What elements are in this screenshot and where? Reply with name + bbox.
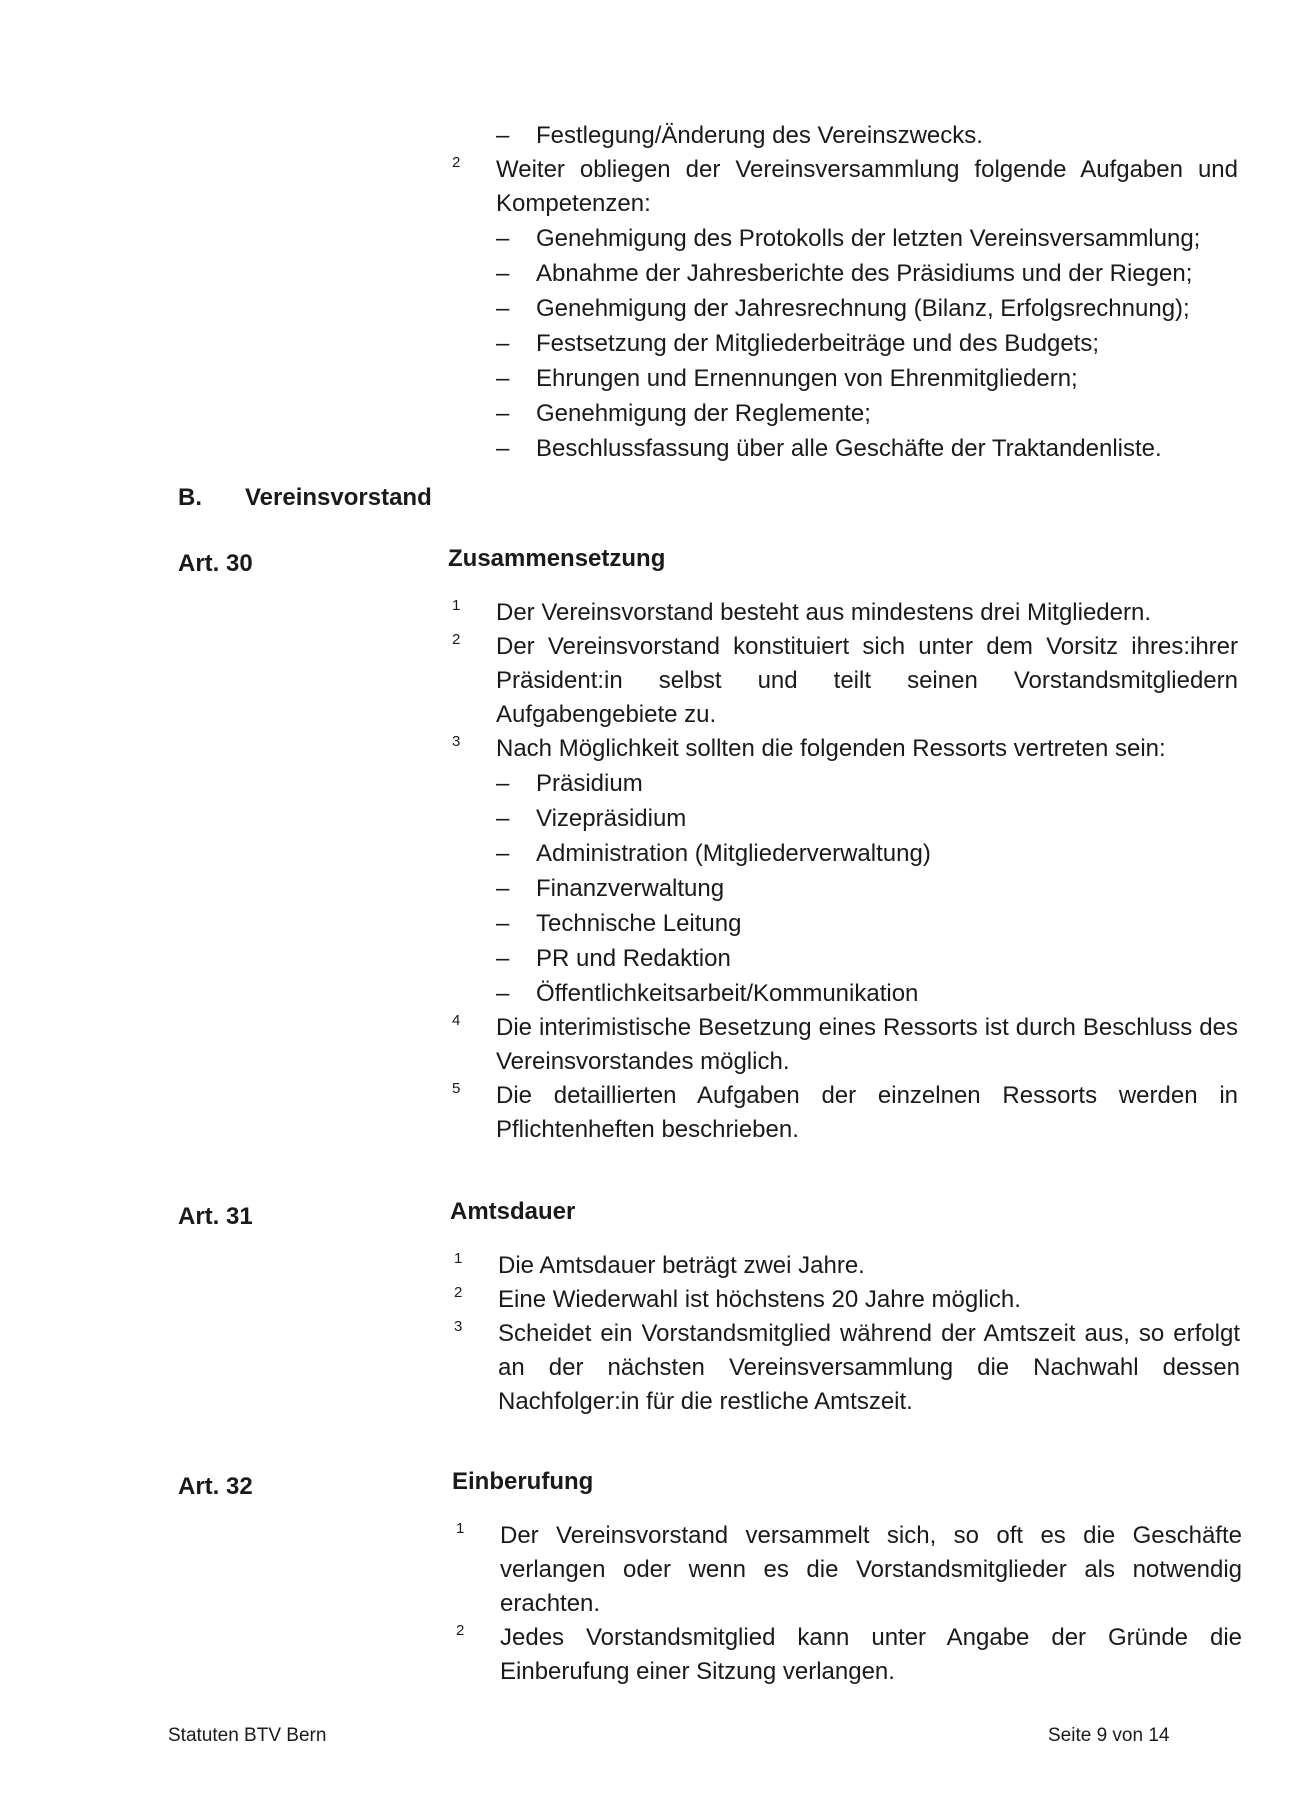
paragraph: 2 Eine Wiederwahl ist höchstens 20 Jahre möglich. xyxy=(454,1284,1021,1313)
paragraph: 4 Die interimistische Besetzung eines Ressorts ist durch Beschluss des Vereinsvorstandes möglich. xyxy=(452,1012,1238,1075)
article-label: Art. 32 xyxy=(178,1473,253,1500)
list-item: – Ehrungen und Ernennungen von Ehrenmitgliedern; xyxy=(496,365,1078,392)
bullet-list xyxy=(448,221,1238,466)
list-item: – Festsetzung der Mitgliederbeiträge und des Budgets; xyxy=(496,330,1100,357)
article-31 xyxy=(450,1197,1240,1419)
paragraph: 3 Nach Möglichkeit sollten die folgenden Ressorts vertreten sein: xyxy=(452,733,1166,762)
list-item: – Genehmigung der Jahresrechnung (Bilanz, Erfolgsrechnung); xyxy=(496,295,1190,322)
paragraph: 1 Die Amtsdauer beträgt zwei Jahre. xyxy=(454,1250,865,1279)
paragraph: 3 Scheidet ein Vorstandsmitglied während der Amtszeit aus, so erfolgt an der nächsten Vereinsversammlung die Nachwahl dessen Nachfolger:in für die restliche Amtszeit. xyxy=(454,1318,1240,1415)
dash: – xyxy=(496,122,510,149)
top-section xyxy=(448,118,1238,466)
article-title: Zusammensetzung xyxy=(448,545,666,572)
article-label: Art. 31 xyxy=(178,1203,253,1230)
list-item: – Administration (Mitgliederverwaltung) xyxy=(496,840,931,867)
paragraph: 5 Die detaillierten Aufgaben der einzelnen Ressorts werden in Pflichtenheften beschrieben. xyxy=(452,1080,1238,1143)
list-item: – Festlegung/Änderung des Vereinszwecks. xyxy=(448,118,1238,153)
article-title: Einberufung xyxy=(452,1468,594,1495)
paragraph: 1 Der Vereinsvorstand versammelt sich, so oft es die Geschäfte verlangen oder wenn es die Vorstandsmitglieder als notwendig erachten. xyxy=(456,1520,1242,1617)
article-30 xyxy=(448,544,1238,1147)
paragraph: 1 Der Vereinsvorstand besteht aus mindestens drei Mitgliedern. xyxy=(452,597,1152,626)
paragraph: 2 Weiter obliegen der Vereinsversammlung folgende Aufgaben und Kompetenzen: xyxy=(448,153,1238,221)
article-label: Art. 30 xyxy=(178,550,253,577)
list-item: – Öffentlichkeitsarbeit/Kommunikation xyxy=(496,980,919,1007)
bullet-list xyxy=(448,766,1238,1011)
footer-left: Statuten BTV Bern xyxy=(168,1725,327,1746)
list-item: – Technische Leitung xyxy=(496,910,742,937)
article-32 xyxy=(452,1467,1242,1689)
paragraph: 2 Der Vereinsvorstand konstituiert sich unter dem Vorsitz ihres:ihrer Präsident:in selbst und teilt seinen Vorstandsmitgliedern Aufgabengebiete zu. xyxy=(452,631,1238,728)
list-item: – Abnahme der Jahresberichte des Präsidiums und der Riegen; xyxy=(496,260,1193,287)
article-title: Amtsdauer xyxy=(450,1198,576,1225)
list-item: – Präsidium xyxy=(496,770,643,797)
footer-page-number: Seite 9 von 14 xyxy=(1048,1725,1170,1746)
list-item: – Finanzverwaltung xyxy=(496,875,725,902)
paragraph: 2 Jedes Vorstandsmitglied kann unter Angabe der Gründe die Einberufung einer Sitzung verlangen. xyxy=(456,1622,1242,1685)
paragraph-number: 2 xyxy=(452,154,461,171)
list-item: – Genehmigung der Reglemente; xyxy=(496,400,871,427)
list-item: – Genehmigung des Protokolls der letzten Vereinsversammlung; xyxy=(496,225,1201,252)
section-heading: B. Vereinsvorstand xyxy=(178,484,432,511)
list-item: – Vizepräsidium xyxy=(496,805,687,832)
list-item: – PR und Redaktion xyxy=(496,945,731,972)
list-item: – Beschlussfassung über alle Geschäfte der Traktandenliste. xyxy=(496,435,1162,462)
